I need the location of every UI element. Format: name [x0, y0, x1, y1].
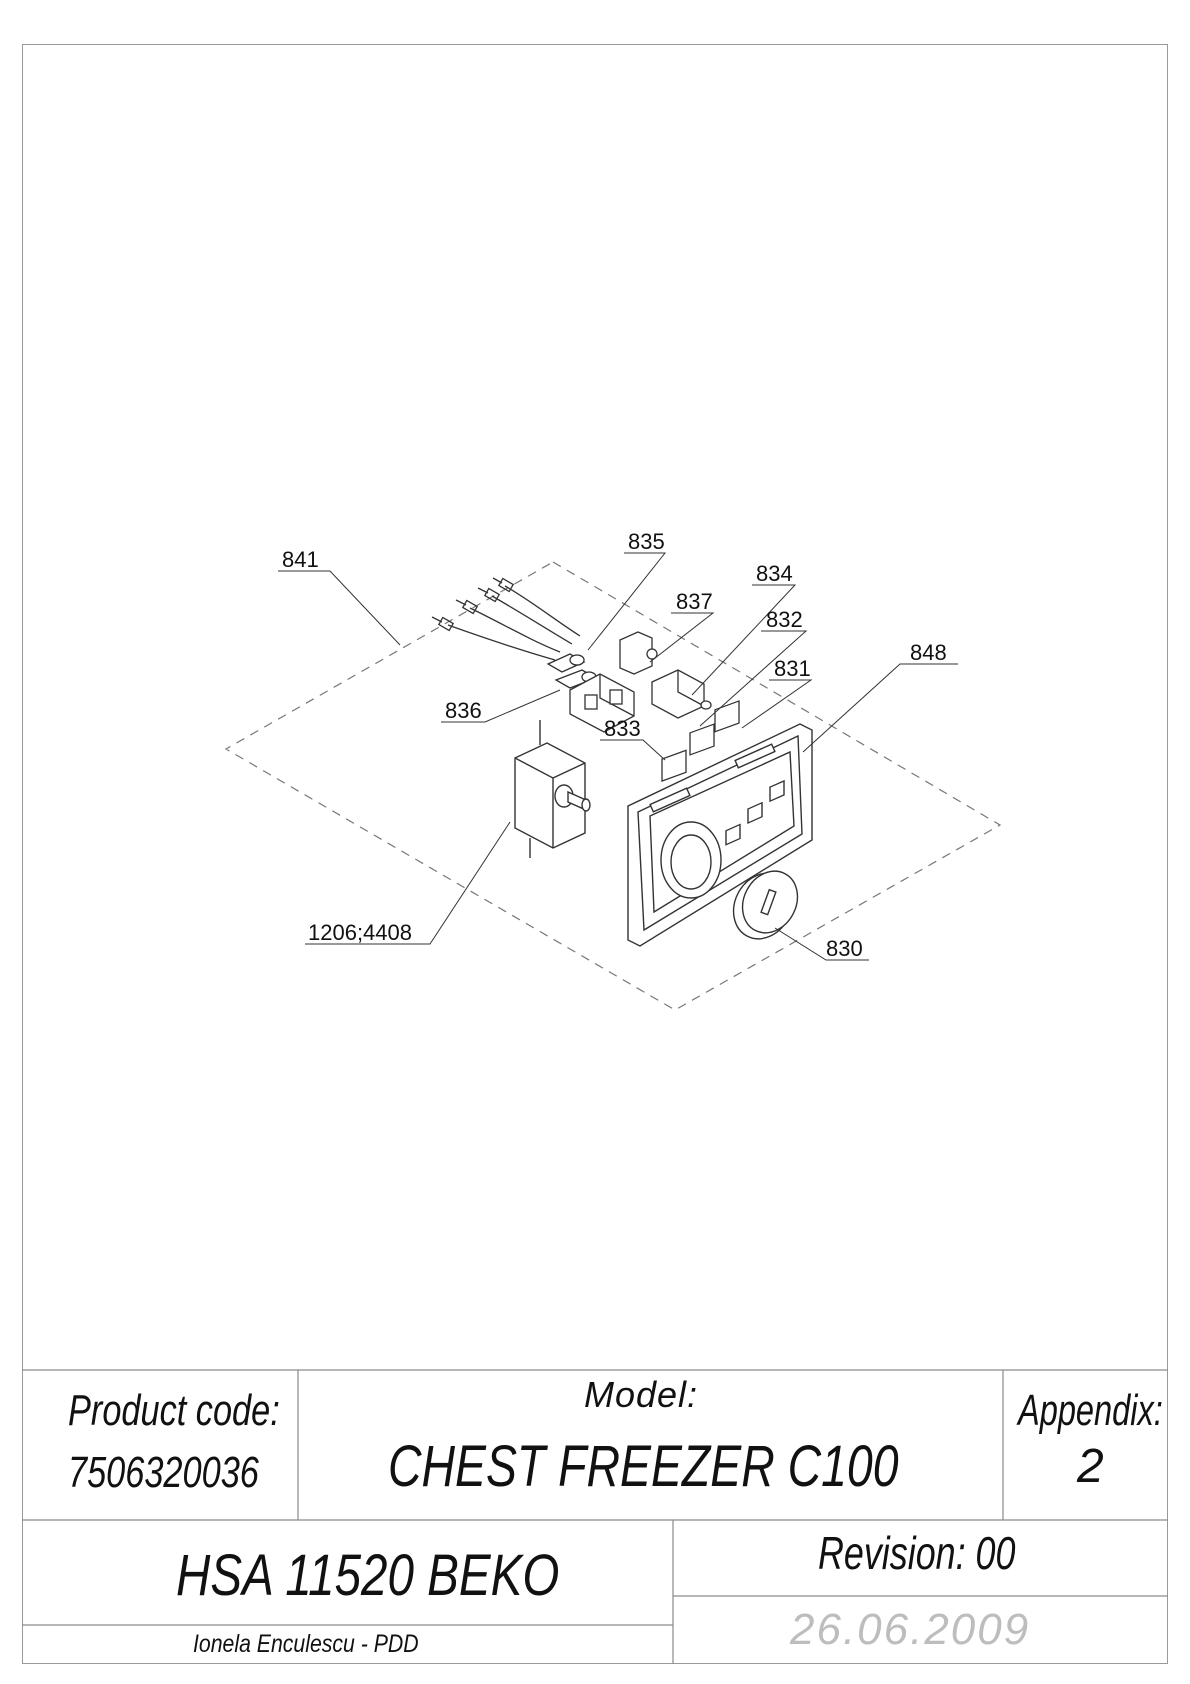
product-code-label: Product code: [68, 1386, 280, 1435]
callout-841: 841 [282, 547, 319, 572]
wire-harness-841 [432, 578, 580, 660]
callout-831: 831 [774, 656, 811, 681]
callout-1206-4408: 1206;4408 [308, 920, 412, 945]
brand-model: HSA 11520 BEKO [176, 1543, 560, 1608]
date: 26.06.2009 [790, 1605, 1031, 1654]
callout-830: 830 [826, 936, 863, 961]
callout-833: 833 [604, 716, 641, 741]
revision: Revision: 00 [818, 1527, 1016, 1579]
thermostat-1206 [515, 720, 590, 858]
callout-848: 848 [910, 640, 947, 665]
switch-834 [652, 670, 711, 718]
author: Ionela Enculescu - PDD [193, 1630, 419, 1658]
appendix-value: 2 [1077, 1440, 1104, 1493]
callout-836: 836 [445, 698, 482, 723]
appendix-label: Appendix: [1018, 1386, 1163, 1435]
callout-835: 835 [628, 529, 665, 554]
product-code-value: 7506320036 [68, 1448, 259, 1497]
model-label: Model: [584, 1374, 699, 1415]
leader-lines [278, 553, 958, 960]
callout-837: 837 [676, 589, 713, 614]
callout-832: 832 [766, 607, 803, 632]
model-name: CHEST FREEZER C100 [388, 1434, 899, 1499]
callout-834: 834 [756, 561, 793, 586]
